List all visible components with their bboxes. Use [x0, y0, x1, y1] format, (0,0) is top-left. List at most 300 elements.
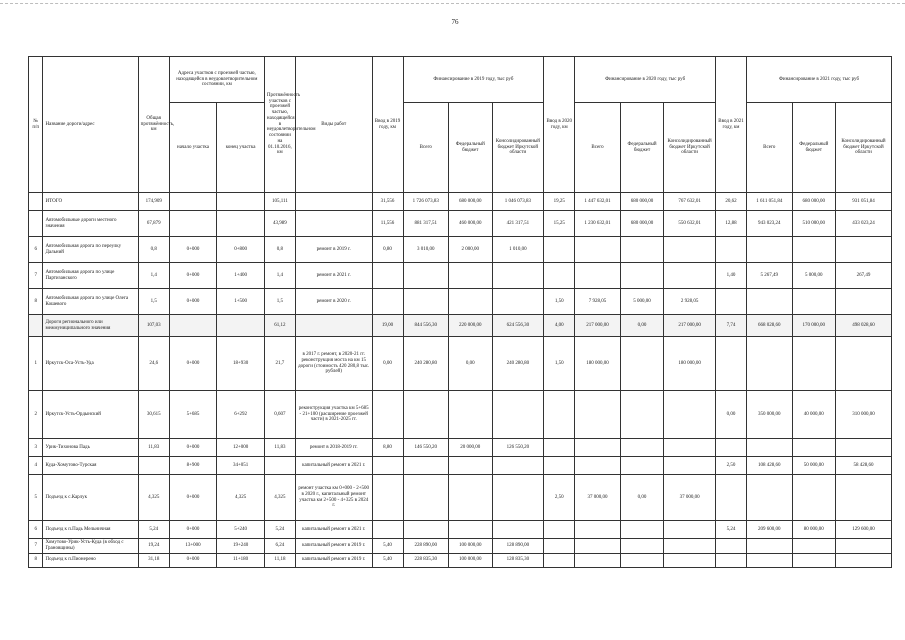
table-row: [29, 337, 892, 391]
cell-start: 0+000: [169, 439, 217, 457]
cell-start: [169, 193, 217, 211]
cell-f19: 680 000,00: [449, 193, 492, 211]
page-number: 76: [451, 18, 459, 26]
cell-len: 31,18: [138, 553, 169, 567]
cell-t20: [575, 457, 621, 475]
cell-f19: 2 000,00: [449, 237, 492, 263]
cell-c19: [492, 457, 544, 475]
cell-len: 5,24: [138, 521, 169, 539]
cell-c21: 310 000,00: [836, 391, 892, 439]
cell-f20: [620, 539, 663, 554]
cell-bad: 6,24: [264, 539, 295, 554]
cell-f20: 5 000,00: [620, 289, 663, 315]
cell-c20: 767 632,01: [664, 193, 716, 211]
cell-e21: 2,50: [716, 457, 747, 475]
cell-e21: 0,00: [716, 391, 747, 439]
cell-e19: 19,00: [372, 315, 403, 337]
table-row: [29, 553, 892, 567]
cell-t21: [747, 539, 793, 554]
cell-t19: [403, 391, 449, 439]
cell-c19: [492, 263, 544, 289]
cell-f20: [620, 391, 663, 439]
cell-end: 11+180: [217, 553, 265, 567]
cell-t20: [575, 539, 621, 554]
cell-t19: 844 556,30: [403, 315, 449, 337]
cell-e21: [716, 553, 747, 567]
cell-e20: [544, 539, 575, 554]
cell-no: [29, 193, 43, 211]
cell-t19: [403, 289, 449, 315]
cell-start: 5+685: [169, 391, 217, 439]
cell-len: [138, 457, 169, 475]
cell-c20: 2 928,05: [664, 289, 716, 315]
cell-name: Куда-Хомутово-Турская: [43, 457, 138, 475]
cell-t19: 240 280,80: [403, 337, 449, 391]
cell-f20: [620, 439, 663, 457]
cell-no: 5: [29, 475, 43, 521]
cell-t20: [575, 521, 621, 539]
cell-f19: 0,00: [449, 337, 492, 391]
header-consolidated-2021: Консолидированный бюджет Иркутской области: [836, 103, 892, 193]
cell-end: 6+292: [217, 391, 265, 439]
cell-works: ремонт в 2019 г.: [295, 237, 372, 263]
cell-c19: 240 280,80: [492, 337, 544, 391]
cell-e20: 1,50: [544, 289, 575, 315]
header-total-2021: Всего: [747, 103, 793, 193]
cell-name: Автомобильные дороги местного значения: [43, 211, 138, 237]
header-no: № п/п: [29, 57, 43, 193]
cell-c21: [836, 553, 892, 567]
header-total-length: Общая протяжённость, км: [138, 57, 169, 193]
cell-end: 0+800: [217, 237, 265, 263]
cell-f20: [620, 263, 663, 289]
cell-works: ремонт в 2020 г.: [295, 289, 372, 315]
header-entry-2020: Ввод в 2020 году, км: [544, 57, 575, 193]
cell-start: [169, 315, 217, 337]
cell-e19: 11,556: [372, 211, 403, 237]
cell-e19: 5,40: [372, 553, 403, 567]
cell-c21: 267,49: [836, 263, 892, 289]
cell-bad: 1,4: [264, 263, 295, 289]
cell-c20: [664, 539, 716, 554]
cell-c20: 217 000,00: [664, 315, 716, 337]
cell-f20: [620, 457, 663, 475]
cell-c21: [836, 475, 892, 521]
cell-t20: [575, 263, 621, 289]
cell-end: 1+500: [217, 289, 265, 315]
cell-e21: [716, 237, 747, 263]
cell-start: [169, 211, 217, 237]
cell-t21: 5 267,49: [747, 263, 793, 289]
header-entry-2021: Ввод в 2021 году, км: [716, 57, 747, 193]
table-row: [29, 391, 892, 439]
cell-t19: [403, 457, 449, 475]
header-work-types: Виды работ: [295, 57, 372, 193]
cell-end: 18+930: [217, 337, 265, 391]
cell-len: 4,325: [138, 475, 169, 521]
cell-no: 2: [29, 391, 43, 439]
cell-name: Дороги регионального или межмуниципального значения: [43, 315, 138, 337]
cell-f19: [449, 475, 492, 521]
cell-name: Иркутск-Оса-Усть-Уда: [43, 337, 138, 391]
cell-e20: 4,00: [544, 315, 575, 337]
cell-c21: [836, 539, 892, 554]
cell-start: 0+000: [169, 553, 217, 567]
cell-no: 7: [29, 539, 43, 554]
cell-t20: 37 000,00: [575, 475, 621, 521]
cell-start: 0+000: [169, 289, 217, 315]
cell-c19: 128 890,00: [492, 539, 544, 554]
cell-f19: [449, 263, 492, 289]
cell-end: 19+240: [217, 539, 265, 554]
cell-f19: 220 000,00: [449, 315, 492, 337]
cell-c19: [492, 521, 544, 539]
cell-f20: 0,00: [620, 315, 663, 337]
cell-c20: [664, 263, 716, 289]
cell-c19: 1 010,00: [492, 237, 544, 263]
cell-c21: 931 051,84: [836, 193, 892, 211]
header-federal-2020: Федеральный бюджет: [620, 103, 663, 193]
cell-t21: [747, 337, 793, 391]
cell-c20: [664, 553, 716, 567]
cell-t19: 146 550,20: [403, 439, 449, 457]
cell-e21: [716, 539, 747, 554]
cell-c20: [664, 521, 716, 539]
cell-f20: [620, 337, 663, 391]
cell-c19: [492, 475, 544, 521]
cell-t19: [403, 263, 449, 289]
cell-c19: 126 550,20: [492, 439, 544, 457]
cell-e19: [372, 457, 403, 475]
cell-len: 107,03: [138, 315, 169, 337]
cell-e19: [372, 263, 403, 289]
cell-start: 0+000: [169, 475, 217, 521]
cell-c21: 129 600,00: [836, 521, 892, 539]
table-row: [29, 211, 892, 237]
cell-bad: 11,83: [264, 439, 295, 457]
cell-bad: 11,18: [264, 553, 295, 567]
cell-c19: 1 046 073,83: [492, 193, 544, 211]
cell-t20: 7 928,05: [575, 289, 621, 315]
cell-bad: 43,989: [264, 211, 295, 237]
cell-len: 174,909: [138, 193, 169, 211]
cell-bad: 0,8: [264, 237, 295, 263]
table-row: [29, 193, 892, 211]
cell-t19: 3 010,00: [403, 237, 449, 263]
cell-name: Урик-Тихонова Падь: [43, 439, 138, 457]
table-row: [29, 237, 892, 263]
cell-name: Подъезд к п.Пионерено: [43, 553, 138, 567]
cell-name: ИТОГО: [43, 193, 138, 211]
cell-f20: [620, 237, 663, 263]
cell-e19: 0,80: [372, 237, 403, 263]
cell-works: в 2017 г. ремонт, в 2020-21 гг. реконструкция моста на км 15 дороги (стоимость 420 280,8 тыс. рублей): [295, 337, 372, 391]
cell-e21: [716, 439, 747, 457]
cell-no: 3: [29, 439, 43, 457]
cell-f21: 680 000,00: [792, 193, 835, 211]
cell-e20: [544, 263, 575, 289]
cell-start: 0+000: [169, 521, 217, 539]
cell-works: капитальный ремонт в 2019 г.: [295, 553, 372, 567]
cell-end: 12+000: [217, 439, 265, 457]
cell-len: 24,6: [138, 337, 169, 391]
cell-e20: 2,50: [544, 475, 575, 521]
cell-name: Автомобильная дорога по переулку Дальний: [43, 237, 138, 263]
cell-e21: [716, 289, 747, 315]
table-row: [29, 263, 892, 289]
cell-c21: [836, 289, 892, 315]
cell-t19: 881 317,51: [403, 211, 449, 237]
cell-c21: [836, 237, 892, 263]
cell-end: [217, 211, 265, 237]
cell-bad: 21,7: [264, 337, 295, 391]
header-fin-2021: Финансирование в 2021 году, тыс руб: [747, 57, 892, 103]
cell-bad: 1,5: [264, 289, 295, 315]
cell-name: Иркутск-Усть-Ордынский: [43, 391, 138, 439]
cell-e19: 5,40: [372, 539, 403, 554]
header-length-bad: Протяжённость участков с проезжей частью, находящейся в неудовлетворительном состоянии на 01.10.2016, км: [264, 57, 295, 193]
cell-end: 5+240: [217, 521, 265, 539]
cell-e19: [372, 289, 403, 315]
cell-e21: 5,24: [716, 521, 747, 539]
cell-f21: 510 000,00: [792, 211, 835, 237]
cell-start: 13+000: [169, 539, 217, 554]
cell-f20: [620, 521, 663, 539]
header-total-2020: Всего: [575, 103, 621, 193]
cell-c21: [836, 337, 892, 391]
cell-c19: [492, 289, 544, 315]
cell-end: 1+400: [217, 263, 265, 289]
cell-t21: [747, 237, 793, 263]
table-row: [29, 439, 892, 457]
cell-start: 0+000: [169, 263, 217, 289]
road-financing-table: [28, 56, 892, 568]
cell-f19: [449, 457, 492, 475]
cell-f19: 20 000,00: [449, 439, 492, 457]
cell-no: 6: [29, 237, 43, 263]
cell-e20: 1,50: [544, 337, 575, 391]
header-end: конец участка: [217, 103, 265, 193]
cell-f21: [792, 553, 835, 567]
header-entry-2019: Ввод в 2019 году, км: [372, 57, 403, 193]
cell-works: ремонт в 2021 г.: [295, 263, 372, 289]
cell-c19: [492, 391, 544, 439]
cell-f21: 5 000,00: [792, 263, 835, 289]
cell-f21: 50 000,00: [792, 457, 835, 475]
cell-c19: 624 556,30: [492, 315, 544, 337]
cell-e20: 19,25: [544, 193, 575, 211]
cell-c21: 433 023,24: [836, 211, 892, 237]
cell-no: 6: [29, 521, 43, 539]
cell-f21: 80 000,00: [792, 521, 835, 539]
cell-f21: [792, 475, 835, 521]
table-row: [29, 475, 892, 521]
cell-len: 67,879: [138, 211, 169, 237]
cell-f21: [792, 539, 835, 554]
cell-c21: [836, 439, 892, 457]
cell-f21: [792, 289, 835, 315]
header-total-2019: Всего: [403, 103, 449, 193]
cell-works: [295, 193, 372, 211]
cell-e19: 31,556: [372, 193, 403, 211]
header-fin-2020: Финансирование в 2020 году, тыс руб: [575, 57, 716, 103]
header-federal-2019: Федеральный бюджет: [449, 103, 492, 193]
cell-e19: [372, 391, 403, 439]
cell-t20: 1 230 632,01: [575, 211, 621, 237]
cell-works: ремонт в 2018-2019 гг.: [295, 439, 372, 457]
cell-len: 19,24: [138, 539, 169, 554]
table-row: [29, 315, 892, 337]
cell-no: 4: [29, 457, 43, 475]
cell-works: ремонт участка км 0+000 - 2+500 в 2020 г., капитальный ремонт участка км 2+500 - 4+325 в 2024 г.: [295, 475, 372, 521]
cell-f19: 100 000,00: [449, 553, 492, 567]
cell-e19: [372, 475, 403, 521]
cell-f20: 0,00: [620, 475, 663, 521]
cell-f21: 170 000,00: [792, 315, 835, 337]
cell-no: 8: [29, 553, 43, 567]
table-body: [29, 193, 892, 568]
cell-end: [217, 193, 265, 211]
cell-len: 11,83: [138, 439, 169, 457]
cell-t21: 209 600,00: [747, 521, 793, 539]
cell-t19: [403, 475, 449, 521]
cell-t21: [747, 553, 793, 567]
cell-no: 7: [29, 263, 43, 289]
top-border-line: [0, 3, 905, 4]
cell-f20: 680 000,00: [620, 211, 663, 237]
cell-e19: 8,80: [372, 439, 403, 457]
cell-t19: 228 890,00: [403, 539, 449, 554]
cell-name: Подъезд к п.Падь Мельничная: [43, 521, 138, 539]
cell-t20: [575, 237, 621, 263]
header-consolidated-2019: Консолидированный бюджет Иркутской области: [492, 103, 544, 193]
cell-end: 4,325: [217, 475, 265, 521]
table-row: [29, 289, 892, 315]
header-start: начало участка: [169, 103, 217, 193]
cell-c20: [664, 439, 716, 457]
cell-e21: 12,88: [716, 211, 747, 237]
cell-e20: [544, 237, 575, 263]
cell-bad: 105,111: [264, 193, 295, 211]
header-fin-2019: Финансирование в 2019 году, тыс руб: [403, 57, 544, 103]
cell-end: [217, 315, 265, 337]
cell-c20: [664, 237, 716, 263]
cell-bad: [264, 457, 295, 475]
cell-len: 1,5: [138, 289, 169, 315]
cell-t19: 1 726 073,83: [403, 193, 449, 211]
header-consolidated-2020: Консолидированный бюджет Иркутской области: [664, 103, 716, 193]
cell-no: 8: [29, 289, 43, 315]
cell-f20: [620, 553, 663, 567]
table-row: [29, 457, 892, 475]
cell-e21: [716, 475, 747, 521]
cell-e20: 15,25: [544, 211, 575, 237]
cell-c19: 421 317,51: [492, 211, 544, 237]
cell-bad: 5,24: [264, 521, 295, 539]
cell-t19: [403, 521, 449, 539]
cell-bad: 0,607: [264, 391, 295, 439]
cell-c20: 37 000,00: [664, 475, 716, 521]
cell-name: Автомобильная дорога по улице Олега Кошевого: [43, 289, 138, 315]
cell-e20: [544, 553, 575, 567]
cell-f19: 100 000,00: [449, 539, 492, 554]
cell-t20: [575, 391, 621, 439]
cell-t21: [747, 289, 793, 315]
cell-t21: 1 611 051,84: [747, 193, 793, 211]
header-road-name: Название дороги/адрес: [43, 57, 138, 193]
cell-t20: 1 447 632,01: [575, 193, 621, 211]
cell-works: капитальный ремонт в 2021 г.: [295, 521, 372, 539]
cell-e20: [544, 439, 575, 457]
cell-f20: 680 000,00: [620, 193, 663, 211]
cell-len: 0,8: [138, 237, 169, 263]
cell-f19: [449, 391, 492, 439]
table-row: [29, 521, 892, 539]
cell-works: реконструкция участка км 5+685 - 21+100 (расширение проезжей части) в 2021-2025 гг.: [295, 391, 372, 439]
cell-f21: [792, 337, 835, 391]
cell-f21: [792, 237, 835, 263]
cell-start: 0+000: [169, 237, 217, 263]
cell-start: 8+900: [169, 457, 217, 475]
cell-c19: 128 835,30: [492, 553, 544, 567]
cell-c20: 550 632,01: [664, 211, 716, 237]
cell-t21: 943 023,24: [747, 211, 793, 237]
cell-works: капитальный ремонт в 2019 г.: [295, 539, 372, 554]
cell-works: капитальный ремонт в 2021 г.: [295, 457, 372, 475]
cell-c20: [664, 391, 716, 439]
cell-t21: 668 028,60: [747, 315, 793, 337]
cell-no: [29, 211, 43, 237]
cell-e21: 1,40: [716, 263, 747, 289]
cell-f21: 40 000,00: [792, 391, 835, 439]
cell-bad: 4,325: [264, 475, 295, 521]
cell-f19: [449, 521, 492, 539]
cell-t21: [747, 439, 793, 457]
cell-t20: 217 000,00: [575, 315, 621, 337]
cell-name: Автомобильная дорога по улице Партизанского: [43, 263, 138, 289]
cell-no: [29, 315, 43, 337]
cell-f19: [449, 289, 492, 315]
cell-c20: 180 000,00: [664, 337, 716, 391]
cell-t19: 228 835,30: [403, 553, 449, 567]
cell-c20: [664, 457, 716, 475]
cell-len: 30,615: [138, 391, 169, 439]
cell-t20: 180 000,00: [575, 337, 621, 391]
cell-t20: [575, 439, 621, 457]
cell-e20: [544, 457, 575, 475]
cell-t21: [747, 475, 793, 521]
cell-works: [295, 211, 372, 237]
cell-name: Подъезд к с.Карлук: [43, 475, 138, 521]
cell-start: 0+000: [169, 337, 217, 391]
cell-e19: 0,00: [372, 337, 403, 391]
cell-e20: [544, 391, 575, 439]
cell-bad: 61,12: [264, 315, 295, 337]
cell-e21: 7,74: [716, 315, 747, 337]
cell-e21: [716, 337, 747, 391]
header-addresses: Адреса участков с проезжей частью, находящейся в неудовлетворительном состоянии, км: [169, 57, 264, 103]
cell-works: [295, 315, 372, 337]
cell-end: 34+051: [217, 457, 265, 475]
cell-t20: [575, 553, 621, 567]
cell-c21: 58 428,60: [836, 457, 892, 475]
cell-no: 1: [29, 337, 43, 391]
cell-t21: 108 428,60: [747, 457, 793, 475]
cell-t21: 350 000,00: [747, 391, 793, 439]
cell-c21: 498 028,60: [836, 315, 892, 337]
header-federal-2021: Федеральный бюджет: [792, 103, 835, 193]
cell-e21: 20,62: [716, 193, 747, 211]
